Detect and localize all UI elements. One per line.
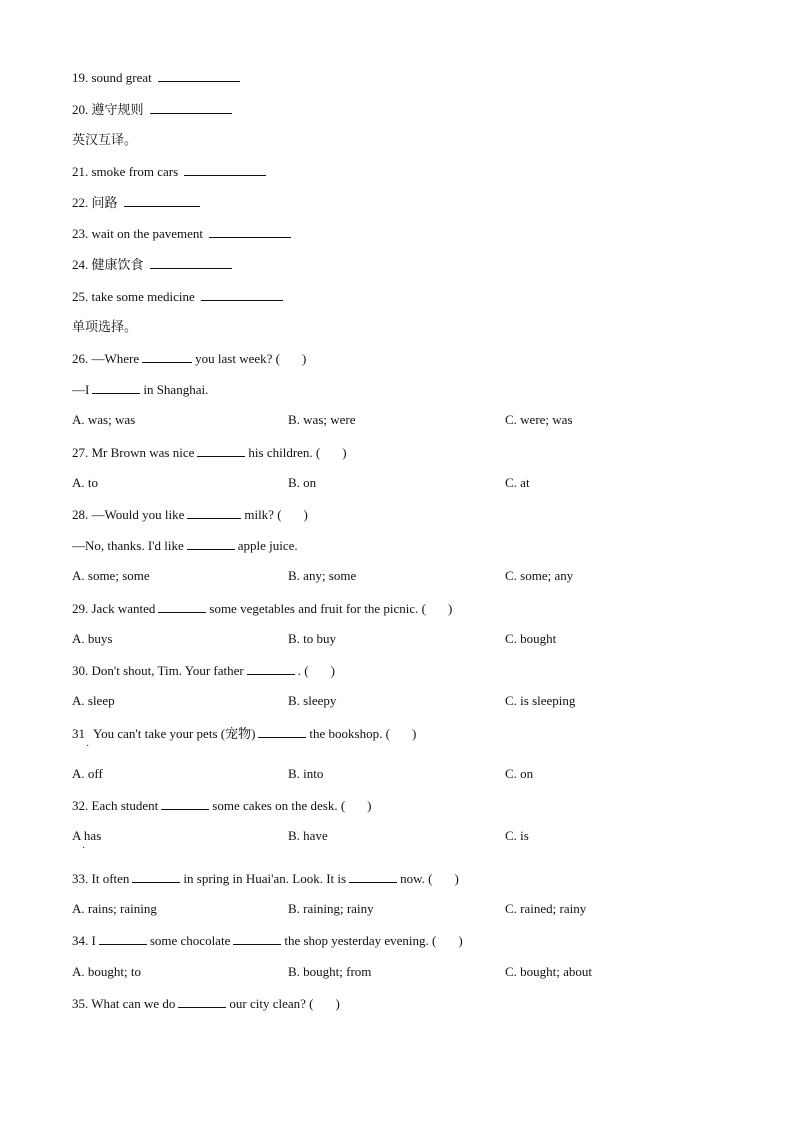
option-b[interactable]: B. to buy	[288, 631, 337, 646]
answer-blank[interactable]	[158, 600, 206, 613]
question-19	[72, 69, 243, 86]
answer-blank[interactable]	[99, 932, 147, 945]
question-text: 遵守规则	[91, 102, 144, 117]
answer-blank[interactable]	[150, 101, 232, 114]
question-number: 19.	[72, 70, 89, 85]
answer-blank[interactable]	[161, 797, 209, 810]
option-a[interactable]: A. buys	[72, 631, 113, 646]
answer-blank[interactable]	[150, 256, 232, 269]
question-text: 问路	[91, 195, 118, 210]
question-number: 21.	[72, 164, 89, 179]
option-a[interactable]: A. bought; to	[72, 964, 141, 979]
section-heading-translate: 英汉互译。	[72, 132, 138, 147]
question-25	[72, 288, 286, 305]
question-26-line2: —I in Shanghai.	[72, 382, 209, 397]
answer-blank[interactable]	[178, 995, 226, 1008]
question-20	[72, 101, 235, 118]
section-heading-choice: 单项选择。	[72, 319, 138, 334]
question-31: 31 You can't take your pets (宠物) the bookshop. ( )	[72, 726, 417, 741]
option-a[interactable]: A. some; some	[72, 568, 150, 583]
question-34: 34. I some chocolate the shop yesterday evening. ( )	[72, 933, 463, 948]
answer-blank[interactable]	[187, 537, 235, 550]
question-33: 33. It often in spring in Huai'an. Look. It is now. ( )	[72, 871, 459, 886]
question-27: 27. Mr Brown was nice his children. ( )	[72, 445, 347, 460]
option-c[interactable]: C. at	[505, 475, 530, 490]
answer-blank[interactable]	[247, 662, 295, 675]
question-23	[72, 225, 294, 242]
answer-blank[interactable]	[132, 870, 180, 883]
option-b[interactable]: B. have	[288, 828, 328, 843]
option-c[interactable]: C. bought	[505, 631, 557, 646]
option-b[interactable]: B. on	[288, 475, 317, 490]
option-a[interactable]: A. sleep	[72, 693, 115, 708]
option-c[interactable]: C. rained; rainy	[505, 901, 587, 916]
answer-blank[interactable]	[209, 225, 291, 238]
option-b[interactable]: B. into	[288, 766, 324, 781]
option-c[interactable]: C. is sleeping	[505, 693, 576, 708]
answer-blank[interactable]	[187, 506, 241, 519]
answer-blank[interactable]	[197, 444, 245, 457]
option-a[interactable]: A has	[72, 828, 102, 843]
option-c[interactable]: C. bought; about	[505, 964, 593, 979]
answer-blank[interactable]	[349, 870, 397, 883]
answer-blank[interactable]	[158, 69, 240, 82]
question-30: 30. Don't shout, Tim. Your father . ( )	[72, 663, 335, 678]
option-b[interactable]: B. any; some	[288, 568, 357, 583]
question-26: 26. —Where you last week? ( )	[72, 351, 307, 366]
question-35: 35. What can we do our city clean? ( )	[72, 996, 340, 1011]
question-number: 23.	[72, 226, 89, 241]
answer-blank[interactable]	[184, 163, 266, 176]
question-text: smoke from cars	[91, 164, 179, 179]
question-22	[72, 194, 203, 211]
stray-dot: ·	[82, 843, 86, 854]
question-number: 20.	[72, 102, 89, 117]
option-c[interactable]: C. some; any	[505, 568, 574, 583]
option-c[interactable]: C. on	[505, 766, 534, 781]
question-text: 健康饮食	[91, 257, 144, 272]
option-b[interactable]: B. bought; from	[288, 964, 372, 979]
question-number: 24.	[72, 257, 89, 272]
option-a[interactable]: A. was; was	[72, 412, 136, 427]
option-a[interactable]: A. rains; raining	[72, 901, 157, 916]
option-b[interactable]: B. raining; rainy	[288, 901, 374, 916]
question-21	[72, 163, 269, 180]
answer-blank[interactable]	[233, 932, 281, 945]
option-c[interactable]: C. were; was	[505, 412, 573, 427]
option-a[interactable]: A. off	[72, 766, 103, 781]
answer-blank[interactable]	[92, 381, 140, 394]
question-28: 28. —Would you like milk? ( )	[72, 507, 308, 522]
answer-blank[interactable]	[124, 194, 200, 207]
question-text: sound great	[91, 70, 152, 85]
question-28-line2: —No, thanks. I'd like apple juice.	[72, 538, 298, 553]
answer-blank[interactable]	[201, 288, 283, 301]
option-c[interactable]: C. is	[505, 828, 529, 843]
question-text: take some medicine	[91, 289, 195, 304]
question-number: 25.	[72, 289, 89, 304]
question-29: 29. Jack wanted some vegetables and fruit for the picnic. ( )	[72, 601, 453, 616]
question-24	[72, 256, 235, 273]
option-b[interactable]: B. was; were	[288, 412, 356, 427]
question-32: 32. Each student some cakes on the desk. ( )	[72, 798, 372, 813]
stray-dot: ·	[86, 741, 90, 752]
option-b[interactable]: B. sleepy	[288, 693, 337, 708]
answer-blank[interactable]	[258, 725, 306, 738]
answer-blank[interactable]	[142, 350, 192, 363]
question-number: 22.	[72, 195, 89, 210]
option-a[interactable]: A. to	[72, 475, 98, 490]
question-text: wait on the pavement	[91, 226, 204, 241]
